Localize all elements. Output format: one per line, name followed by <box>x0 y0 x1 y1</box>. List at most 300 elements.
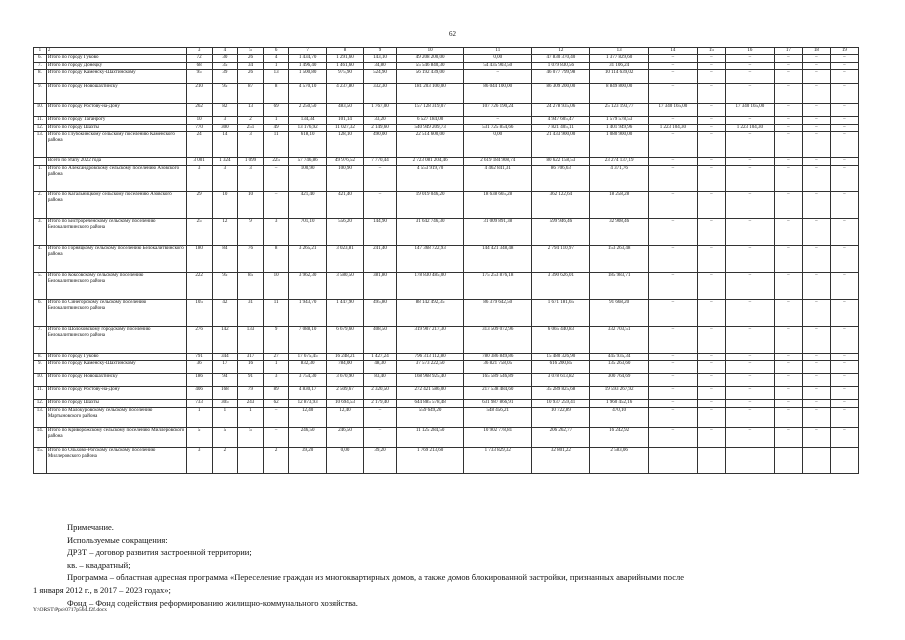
table-cell: – <box>697 104 725 117</box>
table-cell: 35 289 825,68 <box>532 387 590 400</box>
table-cell: 39,20 <box>364 447 397 473</box>
table-cell: – <box>697 361 725 374</box>
table-row <box>34 400 859 407</box>
table-row <box>34 327 859 354</box>
table-cell: 76 <box>238 246 264 273</box>
table-cell: – <box>697 158 725 166</box>
table-cell: 381,80 <box>364 273 397 300</box>
table-cell: 4 570,10 <box>289 84 326 104</box>
table-cell: – <box>725 273 774 300</box>
row-label-cell: Итого по Малокуровскому сельскому поселению Мартыновского района <box>46 407 186 427</box>
table-cell: – <box>648 70 697 84</box>
table-cell: 39,20 <box>289 447 326 473</box>
table-cell: 8 <box>263 246 289 273</box>
table-cell: 1 461,60 <box>326 62 363 69</box>
table-cell: 165 589 546,89 <box>464 374 532 387</box>
table-cell: 4 <box>263 55 289 62</box>
table-cell: 11. <box>34 387 47 400</box>
table-cell: 2 179,40 <box>364 400 397 407</box>
table-cell: – <box>648 354 697 361</box>
table-cell: 86 379 642,50 <box>464 300 532 327</box>
table-cell: 1 <box>34 48 47 55</box>
table-cell: 34,80 <box>364 62 397 69</box>
table-cell: 362 122,64 <box>532 192 590 219</box>
table-cell: 12 <box>212 219 238 246</box>
table-cell: – <box>802 361 830 374</box>
table-row <box>34 246 859 273</box>
table-cell: – <box>364 192 397 219</box>
table-cell: – <box>774 124 802 131</box>
table-cell: 10 <box>238 192 264 219</box>
table-cell <box>648 447 697 473</box>
table-cell: 7 088,10 <box>289 327 326 354</box>
table-cell: – <box>697 117 725 124</box>
table-cell: 2 509,67 <box>326 387 363 400</box>
table-cell: 11 125 284,50 <box>396 427 464 447</box>
table-cell: 39 <box>212 70 238 84</box>
table-cell: 10 <box>186 117 212 124</box>
table-cell: – <box>830 62 858 69</box>
table-cell: – <box>802 387 830 400</box>
table-cell: 5 <box>238 48 264 55</box>
table-row <box>34 70 859 84</box>
table-cell: 6 065 440,83 <box>532 327 590 354</box>
table-cell: 86 309 200,00 <box>532 84 590 104</box>
table-cell: 9 <box>263 327 289 354</box>
row-label-cell: Итого по Кагальницкому сельскому поселению Азовского района <box>46 192 186 219</box>
table-cell: 31 642 746,30 <box>396 219 464 246</box>
table-cell: 48,30 <box>364 361 397 374</box>
table-cell: 31 009 891,38 <box>464 219 532 246</box>
table-cell: 1 427,24 <box>364 354 397 361</box>
table-cell: 142 <box>212 327 238 354</box>
table-cell <box>238 447 264 473</box>
table-cell: 94 <box>212 374 238 387</box>
table-row <box>34 132 859 158</box>
table-cell: 21 433 900,00 <box>532 132 590 158</box>
table-cell: 1 223 104,30 <box>648 124 697 131</box>
table-cell: 6 527 184,00 <box>396 117 464 124</box>
total-row <box>34 158 859 166</box>
table-row <box>34 62 859 69</box>
table-cell: – <box>648 427 697 447</box>
table-cell: 10 694,53 <box>326 400 363 407</box>
table-cell: 8. <box>34 70 47 84</box>
column-number-row <box>34 48 859 55</box>
table-cell: 3 <box>263 219 289 246</box>
table-cell: – <box>774 427 802 447</box>
table-cell: 12,40 <box>326 407 363 427</box>
notes-section <box>33 521 863 609</box>
table-cell: – <box>774 117 802 124</box>
table-cell: – <box>802 158 830 166</box>
table-cell: – <box>802 400 830 407</box>
table-cell: 1 377 829,60 <box>590 55 648 62</box>
table-cell: 7 770,44 <box>364 158 397 166</box>
table-cell: – <box>774 273 802 300</box>
table-cell: – <box>774 407 802 427</box>
row-label-cell: Всего по этапу 2022 года <box>46 158 186 166</box>
table-cell: – <box>774 246 802 273</box>
table-cell: – <box>830 427 858 447</box>
table-cell: 8 <box>263 84 289 104</box>
table-cell: 3 580,50 <box>326 273 363 300</box>
table-cell: 36 <box>186 361 212 374</box>
table-cell: – <box>697 84 725 104</box>
table-cell: 100,90 <box>289 166 326 192</box>
table-cell: 46 077 799,98 <box>532 70 590 84</box>
table-cell: – <box>830 273 858 300</box>
table-cell: 14 <box>648 48 697 55</box>
table-cell: 1 099 <box>238 158 264 166</box>
row-label-cell: Итого по городу Таганрогу <box>46 117 186 124</box>
table-cell: 80 622 158,53 <box>532 158 590 166</box>
table-cell: – <box>774 400 802 407</box>
table-cell: 421,40 <box>289 192 326 219</box>
table-cell: – <box>830 192 858 219</box>
table-cell: – <box>725 219 774 246</box>
table-cell: – <box>697 273 725 300</box>
table-cell: 6. <box>34 300 47 327</box>
table-cell: – <box>830 387 858 400</box>
table-cell: 35 <box>212 62 238 69</box>
table-cell: 3 023,81 <box>326 246 363 273</box>
table-cell: 3 <box>212 117 238 124</box>
table-cell: 4 553 919,70 <box>396 166 464 192</box>
table-cell: 5 <box>186 427 212 447</box>
table-cell: 1 943,70 <box>289 300 326 327</box>
table-cell: 832,30 <box>289 361 326 374</box>
table-cell: – <box>774 387 802 400</box>
table-cell: 16 <box>238 361 264 374</box>
row-label-cell: Итого по городу Шахты <box>46 124 186 131</box>
table-cell: – <box>802 427 830 447</box>
table-cell: 25 <box>186 219 212 246</box>
table-cell: – <box>725 84 774 104</box>
table-cell: 13. <box>34 407 47 427</box>
table-cell: – <box>830 84 858 104</box>
table-cell: 3. <box>34 219 47 246</box>
table-cell: 332 703,51 <box>590 327 648 354</box>
table-cell: 2 320,50 <box>364 387 397 400</box>
table-cell: 2 149,60 <box>364 124 397 131</box>
table-cell: – <box>263 192 289 219</box>
table-cell: – <box>263 166 289 192</box>
table-cell: 14 <box>212 132 238 158</box>
table-cell: 276 <box>186 327 212 354</box>
table-cell: 168 <box>212 387 238 400</box>
table-cell: 495,80 <box>364 300 397 327</box>
table-cell: 2 <box>263 447 289 473</box>
table-cell: 11 <box>464 48 532 55</box>
table-cell: 524,90 <box>364 70 397 84</box>
table-cell: 12 <box>532 48 590 55</box>
table-cell <box>34 158 47 166</box>
table-cell: 300 <box>212 124 238 131</box>
table-cell: 1 080 900,00 <box>590 132 648 158</box>
table-cell: 241,40 <box>364 246 397 273</box>
table-cell: – <box>774 219 802 246</box>
table-cell: – <box>830 132 858 158</box>
table-cell: – <box>648 84 697 104</box>
table-cell: 55 546 840,30 <box>396 62 464 69</box>
table-cell: 62 <box>263 400 289 407</box>
table-cell: 1 223 104,30 <box>725 124 774 131</box>
table-cell: 3 <box>238 132 264 158</box>
table-cell: – <box>802 327 830 354</box>
table-cell: 4. <box>34 246 47 273</box>
table-cell: – <box>802 407 830 427</box>
table-cell: 3 <box>238 166 264 192</box>
table-cell: 49 <box>263 124 289 131</box>
table-cell: – <box>830 400 858 407</box>
table-cell: – <box>830 70 858 84</box>
table-cell: 95 <box>186 70 212 84</box>
table-cell: 105 <box>186 300 212 327</box>
table-cell: 15. <box>34 447 47 473</box>
table-cell: 791 <box>186 354 212 361</box>
table-cell: 305 <box>212 400 238 407</box>
table-cell: – <box>697 62 725 69</box>
table-cell: – <box>830 55 858 62</box>
table-cell: 107 726 190,24 <box>464 104 532 117</box>
table-cell: 344 <box>212 354 238 361</box>
table-cell: 1 <box>238 407 264 427</box>
table-cell: 68 <box>186 62 212 69</box>
table-cell: – <box>830 124 858 131</box>
table-cell: 1 <box>263 361 289 374</box>
table-cell: 17 340 165,00 <box>725 104 774 117</box>
table-cell: 10 937 259,41 <box>532 400 590 407</box>
table-cell: 300 764,69 <box>590 374 648 387</box>
table-cell: 1 <box>186 407 212 427</box>
table-cell: 134,34 <box>289 117 326 124</box>
row-label-cell: Итого по городу Каменску-Шахтинскому <box>46 361 186 374</box>
row-label-cell: Итого по Горняцкому сельскому поселению Белокалитвинского района <box>46 246 186 273</box>
table-cell: 100,90 <box>326 166 363 192</box>
table-cell: 15 <box>697 48 725 55</box>
table-cell: – <box>774 104 802 117</box>
table-cell: 1 401 949,96 <box>590 124 648 131</box>
table-cell: 531 725 854,66 <box>464 124 532 131</box>
table-cell: – <box>830 158 858 166</box>
table-cell: – <box>725 132 774 158</box>
table-cell: 82 <box>212 104 238 117</box>
table-cell: – <box>802 354 830 361</box>
table-cell: – <box>725 361 774 374</box>
table-cell: 79 <box>238 387 264 400</box>
table-cell: 29 <box>186 192 212 219</box>
table-cell: 19 <box>830 48 858 55</box>
program-table <box>33 47 859 474</box>
table-cell: – <box>774 300 802 327</box>
table-cell: 319 907 217,30 <box>396 327 464 354</box>
table-cell: – <box>802 219 830 246</box>
table-cell <box>697 447 725 473</box>
table-cell: 10. <box>34 104 47 117</box>
table-cell: – <box>725 400 774 407</box>
table-cell: – <box>648 407 697 427</box>
table-cell: – <box>697 354 725 361</box>
table-row <box>34 104 859 117</box>
table-cell: – <box>697 55 725 62</box>
table-cell: 1 434,70 <box>289 55 326 62</box>
table-cell: 3 390 626,01 <box>532 273 590 300</box>
table-cell: – <box>774 327 802 354</box>
table-cell: – <box>802 192 830 219</box>
table-cell: 770 <box>186 124 212 131</box>
table-cell: 6 <box>263 48 289 55</box>
table-cell: – <box>697 300 725 327</box>
table-cell: 3 265,21 <box>289 246 326 273</box>
table-cell: 2 <box>238 117 264 124</box>
table-cell: – <box>364 166 397 192</box>
table-cell: 2. <box>34 192 47 219</box>
table-cell: 84 <box>212 246 238 273</box>
table-cell: 7 821 405,11 <box>532 124 590 131</box>
table-cell: 9. <box>34 361 47 374</box>
table-cell: – <box>802 273 830 300</box>
table-row <box>34 354 859 361</box>
table-cell: 11 <box>263 132 289 158</box>
row-label-cell: Итого по городу Шахты <box>46 400 186 407</box>
table-cell: – <box>830 166 858 192</box>
table-row <box>34 300 859 327</box>
table-row <box>34 192 859 219</box>
table-cell: 313 509 072,96 <box>464 327 532 354</box>
table-cell: 3 001 <box>186 158 212 166</box>
table-cell: – <box>697 124 725 131</box>
table-cell: 16 <box>725 48 774 55</box>
table-cell: 42 <box>212 300 238 327</box>
table-cell: 12,40 <box>289 407 326 427</box>
table-cell: 0,00 <box>326 447 363 473</box>
table-cell: – <box>697 400 725 407</box>
table-cell: 2 250,50 <box>289 104 326 117</box>
table-cell: 56 192 439,00 <box>396 70 464 84</box>
table-cell: – <box>830 354 858 361</box>
table-cell: 9 <box>238 219 264 246</box>
table-cell: – <box>697 327 725 354</box>
table-row <box>34 361 859 374</box>
table-cell: – <box>802 70 830 84</box>
row-label-cell: Итого по Ольхово-Рогскому сельскому поселению Миллеровского района <box>46 447 186 473</box>
table-cell: – <box>697 166 725 192</box>
row-label-cell: Итого по Синегорскому сельскому поселению Белокалитвинского района <box>46 300 186 327</box>
row-label-cell: Итого по Александровскому сельскому поселению Азовского района <box>46 166 186 192</box>
table-cell: 406 <box>186 387 212 400</box>
abbr-kv: кв. – квадратный; <box>67 559 131 570</box>
table-cell: 8. <box>34 354 47 361</box>
table-cell: – <box>725 70 774 84</box>
table-cell: – <box>648 300 697 327</box>
table-cell: – <box>802 166 830 192</box>
table-cell: – <box>725 427 774 447</box>
table-cell: 540 949 209,73 <box>396 124 464 131</box>
table-cell: 599 946,46 <box>532 219 590 246</box>
table-cell: – <box>464 117 532 124</box>
table-cell: 0,00 <box>464 132 532 158</box>
table-cell: 11 027,32 <box>326 124 363 131</box>
table-cell: – <box>830 246 858 273</box>
table-cell: 13 176,92 <box>289 124 326 131</box>
table-cell: 1. <box>34 166 47 192</box>
table-cell: 13. <box>34 132 47 158</box>
table-cell: 128,10 <box>326 132 363 158</box>
table-cell: – <box>774 361 802 374</box>
table-cell: 3 <box>186 447 212 473</box>
table-cell: – <box>725 62 774 69</box>
table-cell: 18 638 665,28 <box>464 192 532 219</box>
table-cell: 181 203 100,00 <box>396 84 464 104</box>
table-cell: 30 <box>212 55 238 62</box>
table-cell: 95 <box>212 84 238 104</box>
table-cell: 9. <box>34 84 47 104</box>
table-cell: 483,50 <box>326 104 363 117</box>
table-cell: 15 480 326,90 <box>532 354 590 361</box>
row-label-cell: Итого по городу Новошахтинску <box>46 84 186 104</box>
table-cell: 8 849 800,00 <box>590 84 648 104</box>
table-cell: 10 <box>396 48 464 55</box>
table-row <box>34 427 859 447</box>
table-cell: – <box>648 246 697 273</box>
table-cell: – <box>802 124 830 131</box>
table-cell: 644 885 578,48 <box>396 400 464 407</box>
table-cell: 548 456,21 <box>464 407 532 427</box>
table-cell: – <box>648 361 697 374</box>
table-cell: 153 263,48 <box>590 246 648 273</box>
row-label-cell: Итого по Шолоховскому городскому поселению Белокалитвинского района <box>46 327 186 354</box>
table-cell: 8 <box>326 48 363 55</box>
table-cell: 243 <box>238 400 264 407</box>
table-cell: 796 313 112,80 <box>396 354 464 361</box>
table-cell: – <box>802 84 830 104</box>
table-row <box>34 407 859 427</box>
table-cell: 272 421 586,00 <box>396 387 464 400</box>
table-cell: 16 248,21 <box>326 354 363 361</box>
table-cell: 5 <box>212 427 238 447</box>
table-cell: 10 902 778,81 <box>464 427 532 447</box>
table-cell: 1 733 829,32 <box>464 447 532 473</box>
row-label-cell: Итого по городу Новошахтинску <box>46 374 186 387</box>
table-cell: 1 579 578,53 <box>590 117 648 124</box>
table-cell: 31 106,24 <box>590 62 648 69</box>
table-cell: – <box>648 117 697 124</box>
table-cell: – <box>697 132 725 158</box>
row-label-cell: Итого по Криворожскому сельскому поселению Миллеровского района <box>46 427 186 447</box>
table-cell: 186 <box>186 374 212 387</box>
table-cell: 1 500,80 <box>289 70 326 84</box>
table-cell: 19 593 267,92 <box>590 387 648 400</box>
notes-title: Примечание. <box>67 522 114 532</box>
table-cell: 26 <box>238 70 264 84</box>
table-cell: 5 <box>238 427 264 447</box>
table-cell: 1 <box>212 407 238 427</box>
table-cell: 1 671 181,65 <box>532 300 590 327</box>
row-label-cell: Итого по городу Гуково <box>46 354 186 361</box>
table-cell: 1 324 <box>212 158 238 166</box>
table-cell: 3 962,30 <box>289 273 326 300</box>
table-cell: 49 208 200,00 <box>396 55 464 62</box>
table-cell: 135 263,60 <box>590 361 648 374</box>
table-cell: 13 <box>263 70 289 84</box>
table-cell <box>802 447 830 473</box>
table-cell <box>830 447 858 473</box>
table-cell: – <box>263 427 289 447</box>
table-cell: 12. <box>34 400 47 407</box>
table-row <box>34 387 859 400</box>
table-cell: – <box>725 55 774 62</box>
